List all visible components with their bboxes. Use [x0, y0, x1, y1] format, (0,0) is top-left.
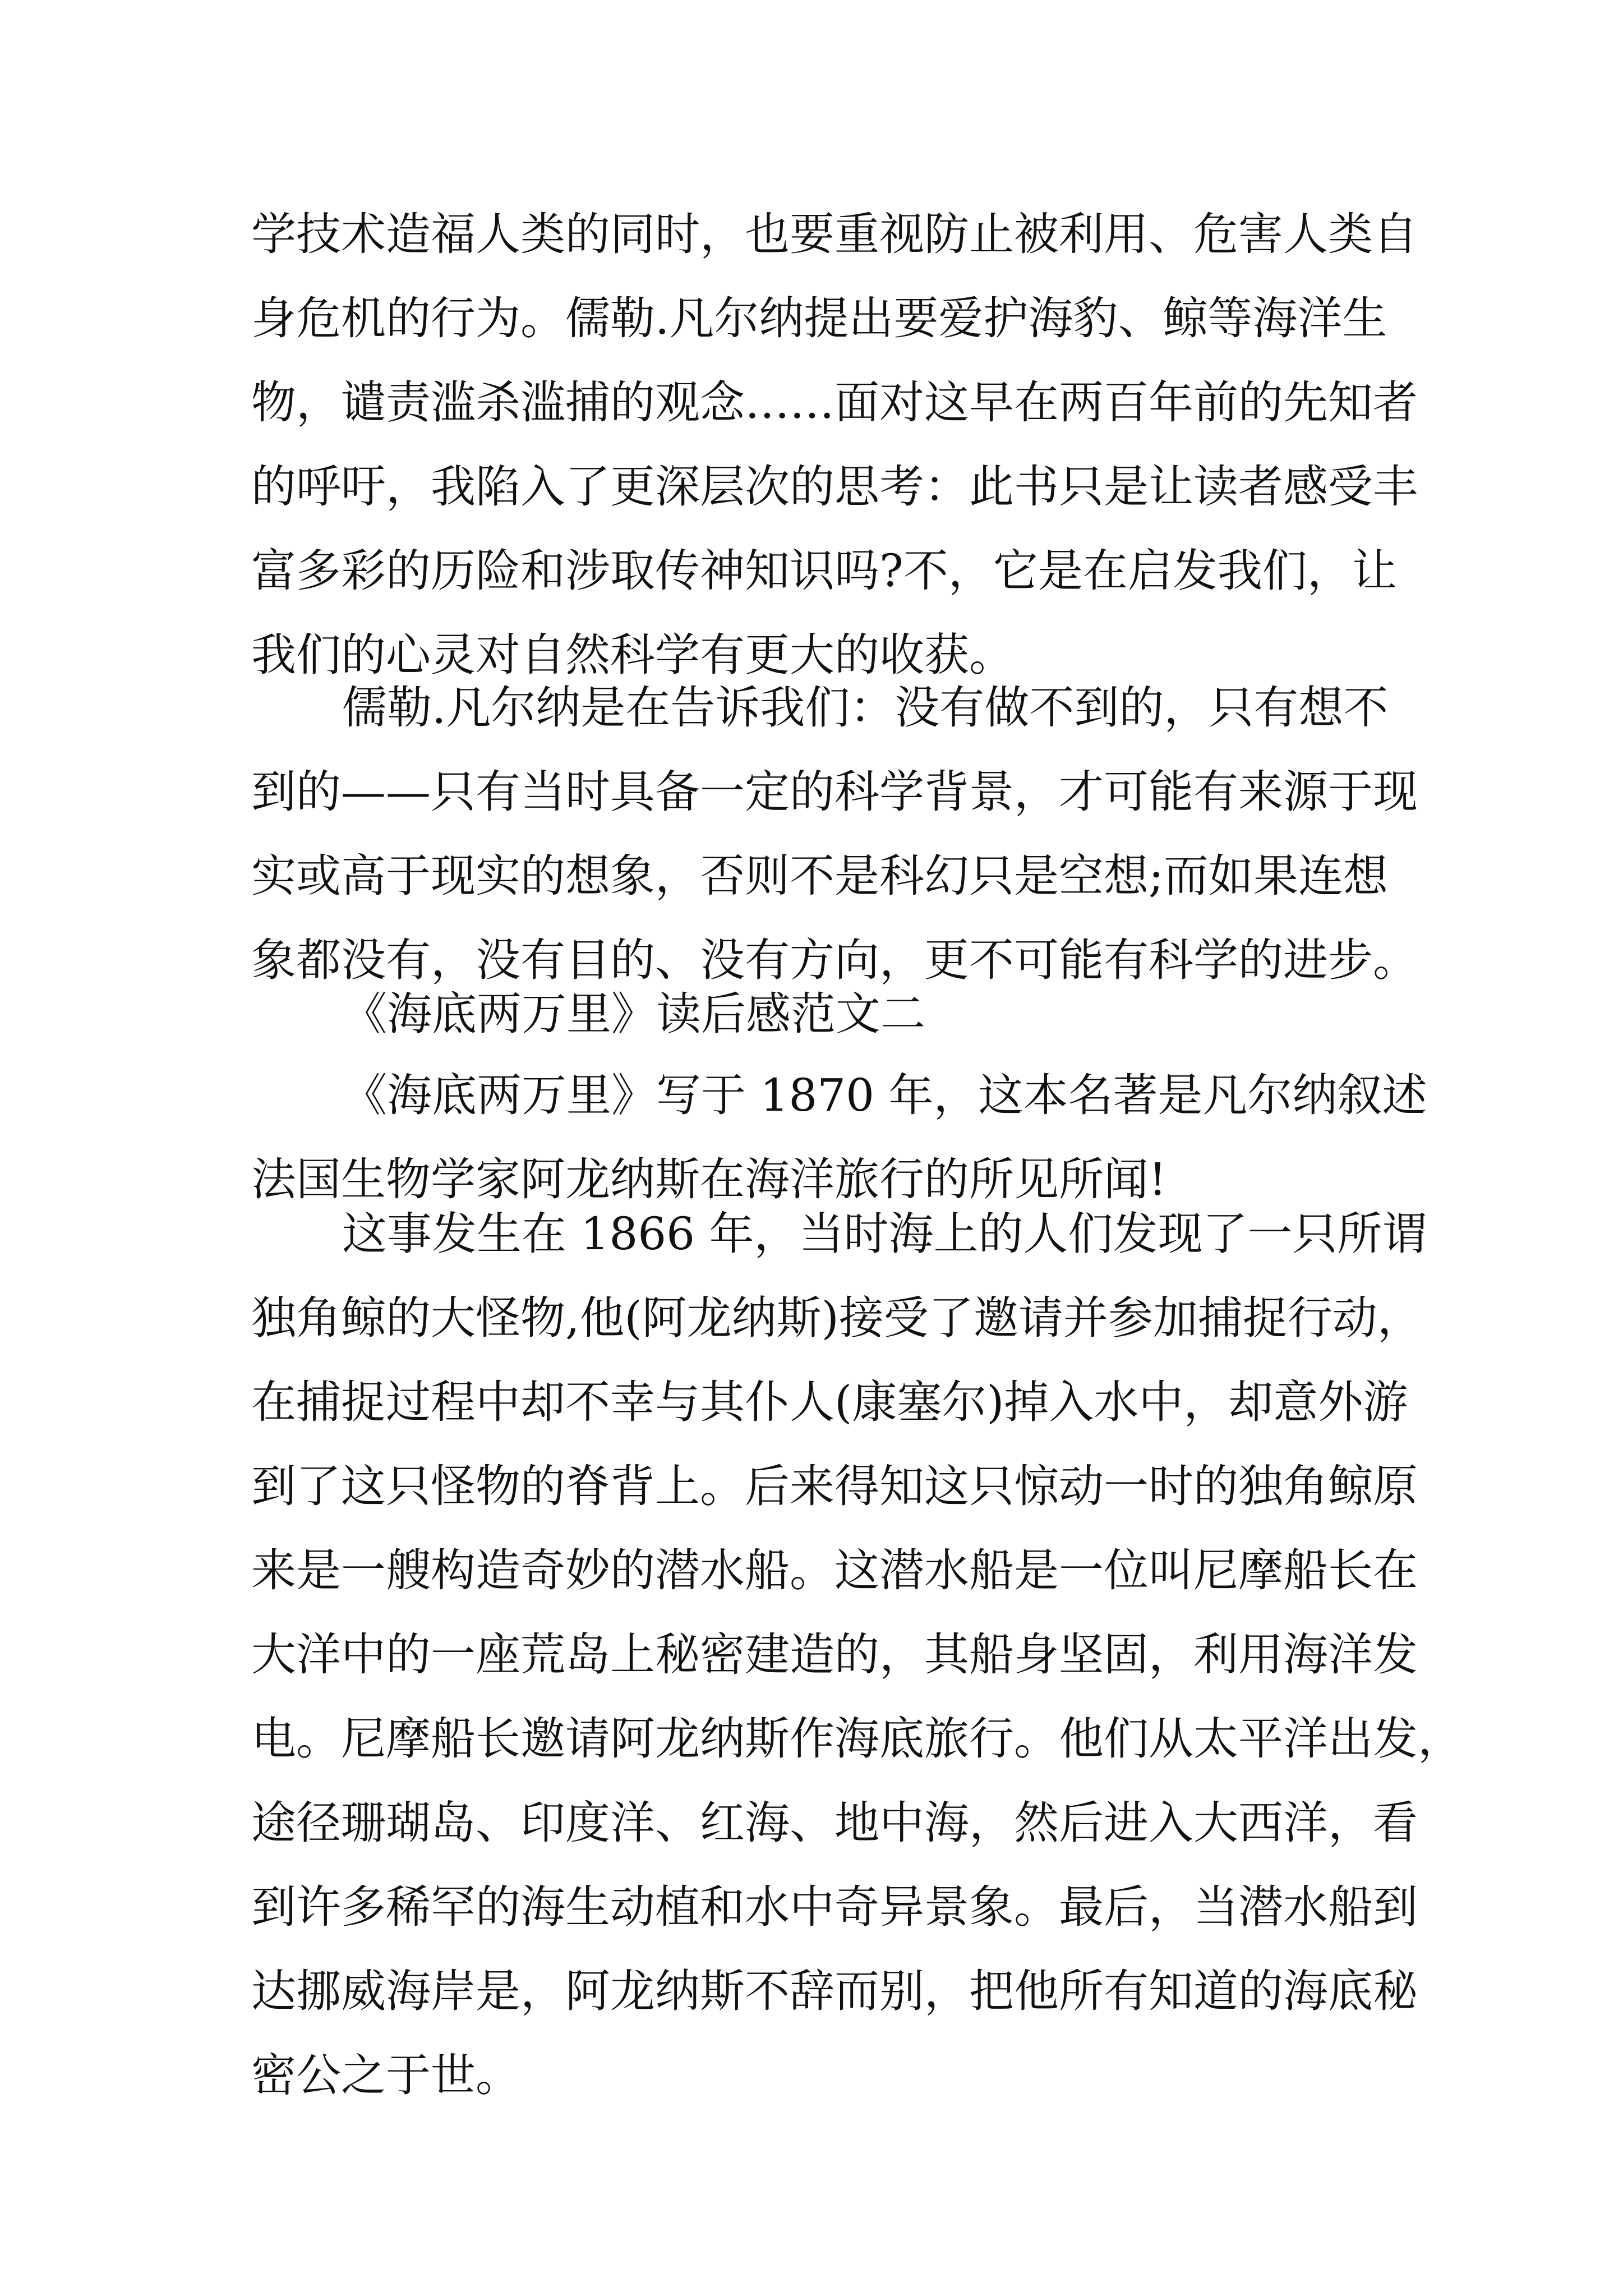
text-line: 我们的心灵对自然科学有更大的收获。	[251, 629, 1014, 681]
text-line: 途径珊瑚岛、印度洋、红海、地中海，然后进入大西洋，看	[251, 1797, 1418, 1849]
text-line: 到了这只怪物的脊背上。后来得知这只惊动一时的独角鲸原	[251, 1460, 1418, 1512]
text-line: 到许多稀罕的海生动植和水中奇异景象。最后，当潜水船到	[251, 1881, 1418, 1933]
text-line: 富多彩的历险和涉取传神知识吗?不，它是在启发我们，让	[251, 545, 1397, 597]
text-line: 达挪威海岸是，阿龙纳斯不辞而别，把他所有知道的海底秘	[251, 1965, 1418, 2017]
text-line: 密公之于世。	[251, 2049, 520, 2101]
text-line: 大洋中的一座荒岛上秘密建造的，其船身坚固，利用海洋发	[251, 1628, 1418, 1681]
section-heading: 《海底两万里》读后感范文二	[342, 988, 925, 1040]
text-line: 象都没有，没有目的、没有方向，更不可能有科学的进步。	[251, 934, 1418, 986]
paragraph-first-line: 《海底两万里》写于 1870 年，这本名著是凡尔纳叙述	[342, 1069, 1427, 1121]
text-line: 独角鲸的大怪物,他(阿龙纳斯)接受了邀请并参加捕捉行动，	[251, 1292, 1422, 1344]
paragraph-first-line: 儒勒.凡尔纳是在告诉我们：没有做不到的，只有想不	[342, 682, 1389, 734]
text-line: 在捕捉过程中却不幸与其仆人(康塞尔)掉入水中，却意外游	[251, 1376, 1408, 1428]
text-line: 来是一艘构造奇妙的潜水船。这潜水船是一位叫尼摩船长在	[251, 1544, 1418, 1596]
text-line: 物，谴责滥杀滥捕的观念……面对这早在两百年前的先知者	[251, 376, 1418, 429]
text-line: 身危机的行为。儒勒.凡尔纳提出要爱护海豹、鲸等海洋生	[251, 292, 1387, 344]
text-line: 电。尼摩船长邀请阿龙纳斯作海底旅行。他们从太平洋出发，	[251, 1713, 1463, 1765]
text-line: 学技术造福人类的同时，也要重视防止被利用、危害人类自	[251, 208, 1418, 260]
text-line: 实或高于现实的想象，否则不是科幻只是空想;而如果连想	[251, 850, 1388, 902]
paragraph-first-line: 这事发生在 1866 年，当时海上的人们发现了一只所谓	[342, 1208, 1427, 1260]
text-line: 的呼吁，我陷入了更深层次的思考：此书只是让读者感受丰	[251, 461, 1418, 513]
text-line: 法国生物学家阿龙纳斯在海洋旅行的所见所闻!	[251, 1153, 1167, 1205]
text-line: 到的——只有当时具备一定的科学背景，才可能有来源于现	[251, 766, 1418, 818]
